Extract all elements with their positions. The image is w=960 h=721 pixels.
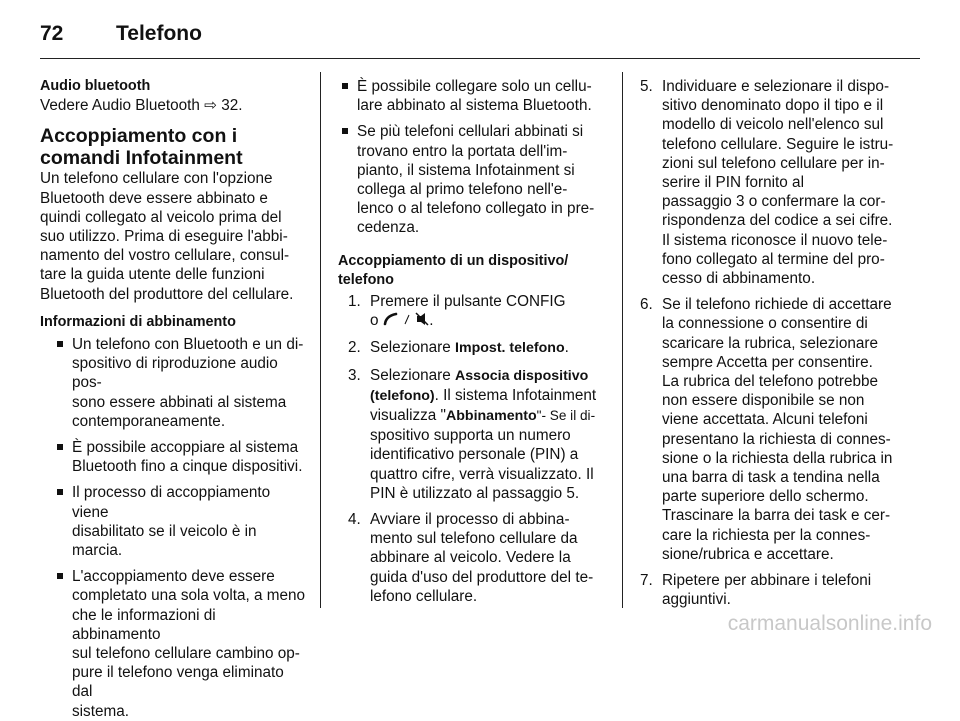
text-line: tare la guida utente delle funzioni [40, 266, 265, 284]
step-3-l3-prefix: visualizza " [370, 407, 446, 425]
text-line: Se il telefono richiede di accettare [662, 296, 892, 314]
text-line: Individuare e selezionare il dispo- [662, 78, 890, 95]
step-4 [348, 510, 608, 606]
step-5 [640, 77, 922, 288]
audio-bluetooth-heading: Audio bluetooth [40, 78, 151, 94]
bullet-item [53, 335, 308, 431]
bullet-square-icon [57, 341, 63, 347]
column-divider-2 [622, 72, 623, 608]
text-line [370, 366, 608, 386]
text-line: sistema. [72, 702, 129, 720]
text-line: sempre Accetta per consentire. [662, 353, 873, 371]
phone-icon [383, 312, 399, 331]
text-line: Un telefono cellulare con l'opzione [40, 170, 273, 188]
text-line: sione/rubrica e accettare. [662, 545, 834, 563]
text-line: non essere disponibile se non [662, 392, 865, 410]
text-line: suo utilizzo. Prima di eseguire l'abbi- [40, 228, 288, 246]
mute-icon [415, 312, 429, 331]
bullet-square-icon [342, 128, 348, 134]
text-line: la connessione o consentire di [662, 315, 868, 333]
text-line: identificativo personale (PIN) a [370, 446, 579, 464]
step-2 [348, 338, 608, 358]
text-line: sione o la richiesta della rubrica in [662, 449, 893, 467]
text-line: pure il telefono venga eliminato dal [72, 664, 284, 701]
text-line: spositivo di riproduzione audio pos- [72, 355, 278, 392]
text-line: spositivo supporta un numero [370, 427, 571, 445]
text-line [370, 311, 608, 331]
step-3-prefix: Selezionare [370, 366, 451, 384]
bullet-item [338, 122, 608, 237]
step-2-prefix: Selezionare [370, 339, 451, 357]
step-3-after: . Il sistema Infotainment [434, 386, 597, 404]
audio-ref-text: Vedere Audio Bluetooth [40, 97, 200, 115]
text-line: cesso di abbinamento. [662, 270, 816, 288]
column-divider-1 [320, 72, 321, 608]
bullet-item [53, 567, 308, 721]
step-1-period: . [429, 312, 434, 330]
text-line: cedenza. [357, 219, 420, 237]
text-line: La rubrica del telefono potrebbe [662, 373, 879, 391]
text-line: serire il PIN fornito al [662, 174, 804, 192]
text-line: passaggio 3 o confermare la cor- [662, 193, 886, 211]
bullet-square-icon [342, 83, 348, 89]
text-line: fono collegato al termine del pro- [662, 250, 885, 268]
step-3-l3-suffix: "- Se il di- [536, 408, 596, 424]
text-line: Trascinare la barra dei task e cer- [662, 507, 891, 525]
text-line: quindi collegato al veicolo prima del [40, 208, 282, 226]
text-line: care la richiesta per la connes- [662, 526, 871, 544]
text-line: È possibile accoppiare al sistema [72, 439, 299, 457]
text-line: rispondenza del codice a sei cifre. [662, 212, 893, 230]
text-line: lenco o al telefono collegato in pre- [357, 200, 595, 218]
text-line: mento sul telefono cellulare da [370, 530, 578, 548]
text-line: quattro cifre, verrà visualizzato. Il [370, 465, 594, 483]
audio-ref-page: 32. [216, 97, 243, 115]
bullet-item [338, 77, 608, 115]
step-number: 4. [348, 511, 361, 529]
text-line: PIN è utilizzato al passaggio 5. [370, 484, 580, 502]
text-line: Accoppiamento di un dispositivo/ [338, 252, 569, 269]
menu-item-pair-device-phone: (telefono) [370, 387, 435, 404]
bullet-square-icon [57, 573, 63, 579]
text-line: abbinare al veicolo. Vedere la [370, 549, 571, 567]
header-rule [40, 58, 920, 59]
text-line: scaricare la rubrica, selezionare [662, 334, 878, 352]
step-7 [640, 571, 922, 609]
bullet-item [53, 438, 308, 476]
text-line: Avviare il processo di abbina- [370, 511, 570, 529]
page-number: 72 [40, 22, 64, 45]
text-line: sitivo denominato dopo il tipo e il [662, 97, 884, 115]
text-line: guida d'uso del produttore del te- [370, 568, 594, 586]
text-line: Un telefono con Bluetooth e un di- [72, 336, 304, 354]
text-line: sul telefono cellulare cambino op- [72, 645, 300, 663]
text-line: Ripetere per abbinare i telefoni [662, 572, 872, 590]
column-2 [338, 77, 608, 606]
page-title: Telefono [116, 22, 202, 45]
text-line: Bluetooth del produttore del cellulare. [40, 285, 294, 303]
text-line: completato una sola volta, a meno [72, 587, 305, 605]
text-line: pianto, il sistema Infotainment si [357, 161, 575, 179]
text-line: telefono cellulare. Seguire le istru- [662, 135, 894, 153]
text-line: lare abbinato al sistema Bluetooth. [357, 97, 592, 115]
text-line [370, 386, 608, 406]
text-line: modello di veicolo nell'elenco sul [662, 116, 884, 134]
watermark: carmanualsonline.info [727, 612, 932, 635]
text-line: sono essere abbinati al sistema [72, 393, 287, 411]
text-line: trovano entro la portata dell'im- [357, 142, 568, 160]
text-line: una barra di task a tendina nella [662, 469, 880, 487]
step-2-suffix: . [564, 339, 569, 357]
text-line: È possibile collegare solo un cellu- [357, 78, 592, 95]
arrow-right-icon: ⇨ [204, 97, 217, 115]
menu-item-phone-settings: Impost. telefono [455, 340, 565, 357]
pairing-info-heading: Informazioni di abbinamento [40, 313, 236, 330]
text-line [370, 406, 608, 426]
bullet-square-icon [57, 489, 63, 495]
pairing-device-heading [338, 252, 608, 290]
slash-icon [403, 312, 411, 331]
step-3 [348, 366, 608, 503]
menu-item-pair-device: Associa dispositivo [455, 367, 589, 384]
step-number: 7. [640, 572, 653, 590]
text-line: L'accoppiamento deve essere [72, 568, 275, 586]
step-number: 1. [348, 293, 361, 311]
section-title: Accoppiamento con i comandi Infotainment [40, 125, 243, 170]
text-line: aggiuntivi. [662, 591, 731, 609]
text-line: Bluetooth deve essere abbinato e [40, 189, 268, 207]
text-line [370, 338, 608, 358]
column-1 [40, 77, 308, 721]
intro-paragraph [40, 169, 308, 303]
step-6 [640, 295, 922, 564]
text-line: namento del vostro cellulare, consul- [40, 247, 290, 265]
step-number: 3. [348, 366, 361, 384]
text-line: parte superiore dello schermo. [662, 488, 869, 506]
column-3 [640, 77, 922, 609]
text-line: disabilitato se il veicolo è in marcia. [72, 522, 257, 560]
text-line: lefono cellulare. [370, 587, 478, 605]
step-number: 6. [640, 296, 653, 314]
bullet-square-icon [57, 444, 63, 450]
text-line: contemporaneamente. [72, 412, 226, 430]
text-line: che le informazioni di abbinamento [72, 606, 216, 643]
step-number: 2. [348, 339, 361, 357]
display-text-pairing: Abbinamento [446, 408, 537, 425]
audio-bluetooth-reference [40, 96, 308, 115]
step-1 [348, 292, 608, 331]
step-1-or: o [370, 312, 379, 330]
page-header [40, 22, 202, 46]
text-line: Il sistema riconosce il nuovo tele- [662, 231, 888, 249]
bullet-item [53, 483, 308, 560]
text-line: viene accettata. Alcuni telefoni [662, 411, 868, 429]
text-line: zioni sul telefono cellulare per in- [662, 154, 885, 172]
text-line: Se più telefoni cellulari abbinati si [357, 123, 584, 141]
text-line: Bluetooth fino a cinque dispositivi. [72, 458, 303, 476]
text-line: Il processo di accoppiamento viene [72, 484, 271, 521]
text-line: presentano la richiesta di connes- [662, 430, 891, 448]
text-line: telefono [338, 271, 394, 288]
step-number: 5. [640, 78, 653, 95]
text-line: collega al primo telefono nell'e- [357, 181, 568, 199]
text-line: Premere il pulsante CONFIG [370, 293, 566, 311]
